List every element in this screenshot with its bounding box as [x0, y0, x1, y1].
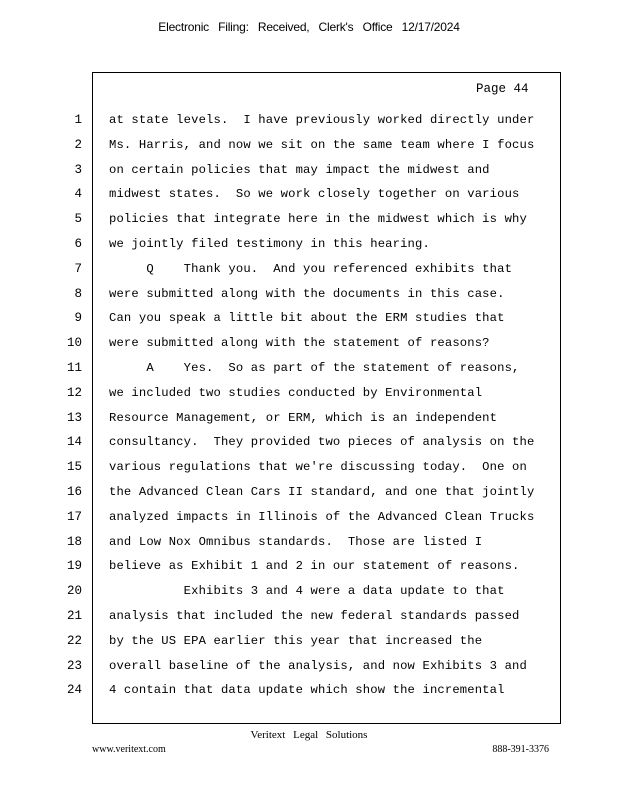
- transcript-line: Ms. Harris, and now we sit on the same team where I focus: [109, 137, 535, 152]
- transcript-line: we included two studies conducted by Environmental: [109, 385, 483, 400]
- line-number: 20: [66, 584, 82, 599]
- transcript-line: and Low Nox Omnibus standards. Those are listed I: [109, 534, 483, 549]
- line-number: 12: [66, 385, 82, 400]
- transcript-line: believe as Exhibit 1 and 2 in our statement of reasons.: [109, 559, 520, 574]
- transcript-line: overall baseline of the analysis, and now Exhibits 3 and: [109, 658, 527, 673]
- transcript-line: by the US EPA earlier this year that increased the: [109, 633, 483, 648]
- line-number: 8: [74, 286, 82, 301]
- transcript-line: consultancy. They provided two pieces of analysis on the: [109, 435, 535, 450]
- line-number: 5: [74, 212, 82, 227]
- transcript-line: at state levels. I have previously worked directly under: [109, 113, 535, 127]
- transcript-line: on certain policies that may impact the midwest and: [109, 162, 490, 177]
- line-number: 24: [66, 683, 82, 698]
- line-number: 3: [74, 162, 82, 177]
- line-number: 4: [74, 187, 82, 202]
- line-number: 14: [66, 435, 82, 450]
- transcript-line: the Advanced Clean Cars II standard, and one that jointly: [109, 484, 535, 499]
- transcript-line: policies that integrate here in the midwest which is why: [109, 212, 527, 227]
- line-number: 13: [66, 410, 82, 425]
- transcript-line: we jointly filed testimony in this hearing.: [109, 236, 430, 251]
- line-number: 16: [66, 484, 82, 499]
- transcript-line: Can you speak a little bit about the ERM studies that: [109, 311, 505, 326]
- transcript-line: 4 contain that data update which show the incremental: [109, 683, 505, 698]
- transcript-line: midwest states. So we work closely together on various: [109, 187, 520, 202]
- line-number: 7: [74, 261, 82, 276]
- line-number-column: [60, 108, 82, 703]
- line-number: 6: [74, 236, 82, 251]
- transcript-line: A Yes. So as part of the statement of reasons,: [109, 360, 520, 375]
- page-number: Page 44: [476, 82, 529, 96]
- transcript-line: Resource Management, or ERM, which is an independent: [109, 410, 498, 425]
- transcript-line: were submitted along with the statement of reasons?: [109, 336, 490, 351]
- footer-website: www.veritext.com: [92, 744, 166, 755]
- line-number: 22: [66, 633, 82, 648]
- transcript-text: [109, 108, 549, 703]
- filing-stamp-header: Electronic Filing: Received, Clerk's Office 12/17/2024: [158, 20, 460, 34]
- transcript-line: analyzed impacts in Illinois of the Advanced Clean Trucks: [109, 509, 535, 524]
- line-number: 1: [74, 113, 82, 127]
- footer-company: Veritext Legal Solutions: [250, 729, 368, 741]
- line-number: 19: [66, 559, 82, 574]
- line-number: 21: [66, 608, 82, 623]
- transcript-line: were submitted along with the documents in this case.: [109, 286, 505, 301]
- line-number: 10: [66, 336, 82, 351]
- transcript-line: Exhibits 3 and 4 were a data update to that: [109, 584, 505, 599]
- line-number: 17: [66, 509, 82, 524]
- transcript-line: various regulations that we're discussing today. One on: [109, 460, 527, 475]
- line-number: 18: [66, 534, 82, 549]
- line-number: 11: [66, 360, 82, 375]
- line-number: 9: [74, 311, 82, 326]
- line-number: 2: [74, 137, 82, 152]
- transcript-line: Q Thank you. And you referenced exhibits that: [109, 261, 513, 276]
- footer-phone: 888-391-3376: [492, 744, 549, 755]
- transcript-line: analysis that included the new federal standards passed: [109, 608, 520, 623]
- line-number: 23: [66, 658, 82, 673]
- line-number: 15: [66, 460, 82, 475]
